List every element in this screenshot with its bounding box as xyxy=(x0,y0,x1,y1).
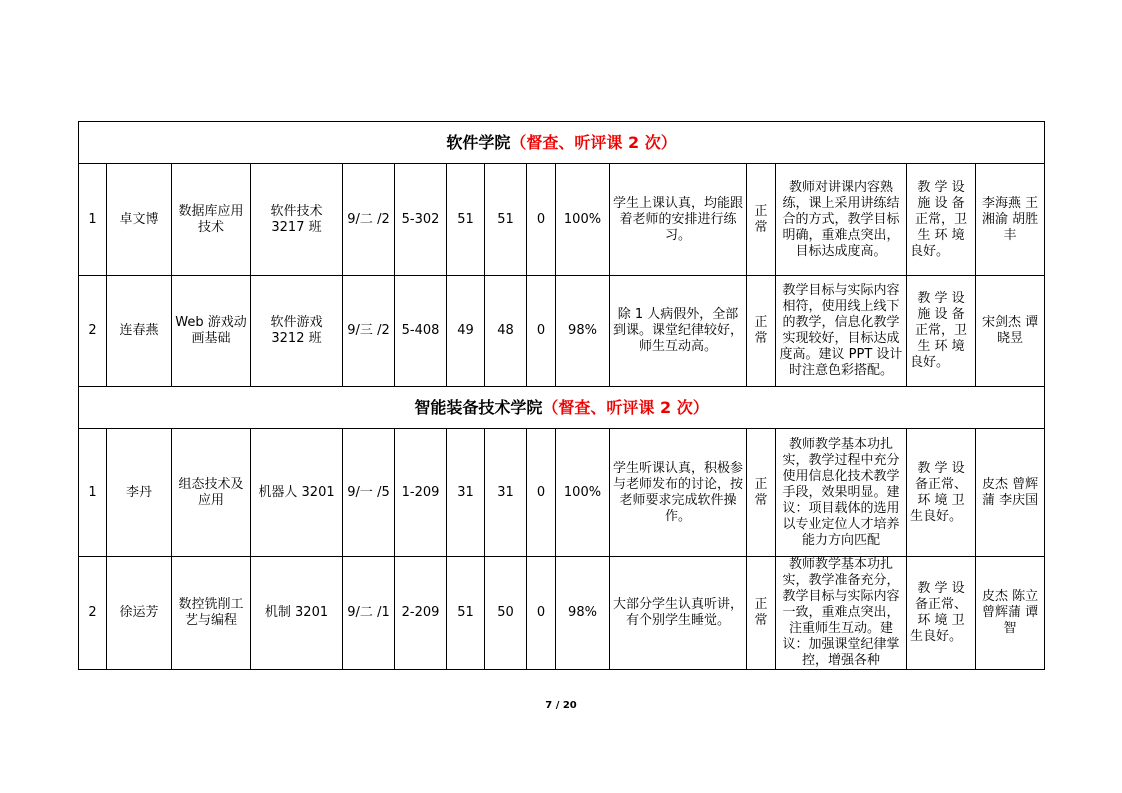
environment-status: 教 学 设 备正常、环 境 卫 生良好。 xyxy=(907,557,976,670)
section-title: 智能装备技术学院 xyxy=(414,397,543,417)
class-date: 9/二 /1 xyxy=(343,557,395,670)
class-name: 机制 3201 xyxy=(251,557,343,670)
student-status: 学生上课认真，均能跟着老师的安排进行练习。 xyxy=(610,164,747,276)
attendance-rate: 100% xyxy=(556,429,610,557)
page-indicator: 7 / 20 xyxy=(545,700,577,711)
teaching-evaluation: 教师教学基本功扎实，教学过程中充分使用信息化技术教学手段，效果明显。建议：项目载体的选用以专业定位人才培养能力方向匹配 xyxy=(776,429,907,557)
class-name: 软件技术 3217 班 xyxy=(251,164,343,276)
section-note: （督查、听评课 2 次） xyxy=(542,397,709,417)
class-date: 9/二 /2 xyxy=(343,164,395,276)
absent-count: 0 xyxy=(527,276,556,387)
teaching-evaluation: 教学目标与实际内容相符，使用线上线下的教学，信息化教学实现较好，目标达成度高。建议 PPT 设计时注意色彩搭配。 xyxy=(776,276,907,387)
teacher-name: 徐运芳 xyxy=(107,557,172,670)
order-status: 正常 xyxy=(747,429,776,557)
table-row xyxy=(79,429,1045,557)
student-status: 大部分学生认真听讲，有个别学生睡觉。 xyxy=(610,557,747,670)
inspectors: 皮杰 陈立 曾辉蒲 谭智 xyxy=(976,557,1045,670)
section-title-cell xyxy=(79,122,1045,164)
section-title: 软件学院 xyxy=(446,132,511,152)
course-name: 组态技术及应用 xyxy=(172,429,251,557)
section-title-cell xyxy=(79,387,1045,429)
course-name: Web 游戏动画基础 xyxy=(172,276,251,387)
expected-count: 51 xyxy=(447,164,485,276)
inspectors: 李海燕 王湘渝 胡胜丰 xyxy=(976,164,1045,276)
section-header-intelligent-equipment xyxy=(79,387,1045,429)
row-number: 1 xyxy=(79,164,107,276)
teaching-evaluation: 教师对讲课内容熟练，课上采用讲练结合的方式，教学目标明确，重难点突出，目标达成度高。 xyxy=(776,164,907,276)
actual-count: 31 xyxy=(485,429,527,557)
expected-count: 49 xyxy=(447,276,485,387)
table-row xyxy=(79,276,1045,387)
row-number: 1 xyxy=(79,429,107,557)
environment-status: 教 学 设 备正常、环 境 卫 生良好。 xyxy=(907,429,976,557)
order-status: 正常 xyxy=(747,276,776,387)
environment-status: 教 学 设 施 设 备 正常，卫 生 环 境 良好。 xyxy=(907,276,976,387)
table-row xyxy=(79,164,1045,276)
classroom: 5-302 xyxy=(395,164,447,276)
teacher-name: 卓文博 xyxy=(107,164,172,276)
absent-count: 0 xyxy=(527,164,556,276)
classroom: 5-408 xyxy=(395,276,447,387)
actual-count: 48 xyxy=(485,276,527,387)
attendance-rate: 100% xyxy=(556,164,610,276)
table-row xyxy=(79,557,1045,670)
section-header-software xyxy=(79,122,1045,164)
inspectors: 皮杰 曾辉蒲 李庆国 xyxy=(976,429,1045,557)
expected-count: 51 xyxy=(447,557,485,670)
classroom: 2-209 xyxy=(395,557,447,670)
expected-count: 31 xyxy=(447,429,485,557)
inspectors: 宋剑杰 谭晓昱 xyxy=(976,276,1045,387)
class-name: 软件游戏 3212 班 xyxy=(251,276,343,387)
student-status: 学生听课认真，积极参与老师发布的讨论，按老师要求完成软件操作。 xyxy=(610,429,747,557)
classroom: 1-209 xyxy=(395,429,447,557)
course-name: 数据库应用技术 xyxy=(172,164,251,276)
class-date: 9/一 /5 xyxy=(343,429,395,557)
absent-count: 0 xyxy=(527,557,556,670)
section-note: （督查、听评课 2 次） xyxy=(510,132,677,152)
inspection-table xyxy=(78,121,1045,670)
attendance-rate: 98% xyxy=(556,557,610,670)
class-date: 9/三 /2 xyxy=(343,276,395,387)
row-number: 2 xyxy=(79,557,107,670)
course-name: 数控铣削工艺与编程 xyxy=(172,557,251,670)
absent-count: 0 xyxy=(527,429,556,557)
environment-status: 教 学 设 施 设 备 正常，卫 生 环 境 良好。 xyxy=(907,164,976,276)
actual-count: 50 xyxy=(485,557,527,670)
teacher-name: 李丹 xyxy=(107,429,172,557)
order-status: 正常 xyxy=(747,557,776,670)
row-number: 2 xyxy=(79,276,107,387)
order-status: 正常 xyxy=(747,164,776,276)
class-name: 机器人 3201 xyxy=(251,429,343,557)
actual-count: 51 xyxy=(485,164,527,276)
student-status: 除 1 人病假外，全部到课。课堂纪律较好，师生互动高。 xyxy=(610,276,747,387)
teacher-name: 连春燕 xyxy=(107,276,172,387)
teaching-evaluation: 教师教学基本功扎实，教学准备充分，教学目标与实际内容一致，重难点突出，注重师生互动。建议：加强课堂纪律掌控，增强各种 xyxy=(776,557,907,670)
attendance-rate: 98% xyxy=(556,276,610,387)
